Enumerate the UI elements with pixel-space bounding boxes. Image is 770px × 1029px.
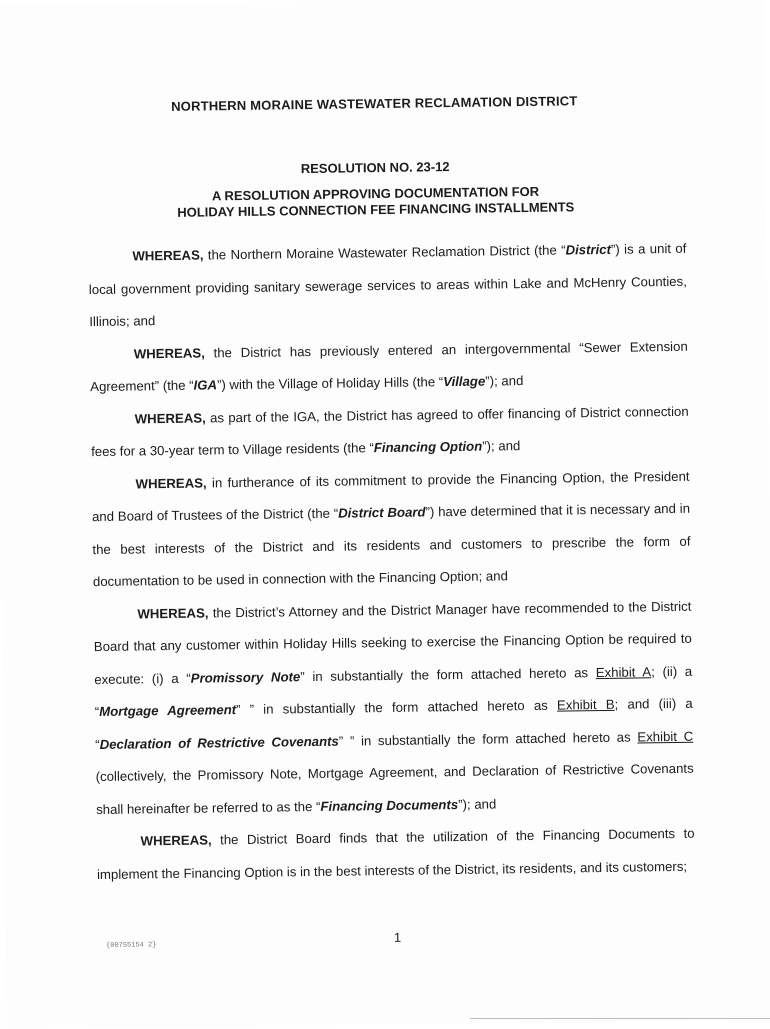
paragraph-text: the District’s Attorney and the District Manager have recommended to the District Board that any customer within Holiday Hills seeking to exercise the Financing Option be required to execute: (i) a “: [93, 598, 692, 687]
paragraph-text: ; (ii) a “: [94, 663, 693, 720]
paragraph-text: ”) have determined that it is necessary and in the best interests of the District and its residents and customers to prescribe the form of documentation to be used in connection with the Financing Option; and: [92, 500, 691, 590]
whereas-paragraph-6: [96, 818, 695, 891]
paragraph-text: as part of the IGA, the District has agreed to offer financing of District connection fees for a 30-year term to Village residents (the “: [91, 403, 689, 460]
paragraph-text: in furtherance of its commitment to provide the Financing Option, the President and Board of Trustees of the District (the “: [91, 468, 690, 525]
defined-term-promissory-note: Promissory Note: [190, 668, 301, 686]
paragraph-text: (collectively, the Promissory Note, Mortgage Agreement, and Declaration of Restrictive Covenants shall hereinafter be referred to as the “: [95, 760, 694, 817]
whereas-lead: WHEREAS,: [137, 604, 209, 621]
whereas-lead: WHEREAS,: [132, 247, 204, 264]
paragraph-text: ; and (iii) a “: [95, 695, 693, 752]
paragraph-text: the District Board finds that the utilization of the Financing Documents to implement the Financing Option is in the best interests of the District, its residents, and its customers;: [96, 825, 695, 882]
paragraph-text: ”) is a unit of local government providing sanitary sewerage services to areas within Lake and McHenry Counties, Illinois; and: [88, 240, 687, 330]
defined-term-mortgage-agreement: Mortgage Agreement: [99, 702, 237, 720]
resolution-number: RESOLUTION NO. 23-12: [300, 159, 450, 177]
whereas-lead: WHEREAS,: [135, 474, 207, 491]
defined-term-iga: IGA: [193, 377, 218, 393]
paragraph-text: ”); and: [458, 795, 497, 812]
defined-term-financing-documents: Financing Documents: [320, 796, 459, 814]
whereas-paragraph-5: [93, 590, 694, 826]
exhibit-a-reference: Exhibit A: [595, 663, 652, 680]
district-name-heading: NORTHERN MORAINE WASTEWATER RECLAMATION DISTRICT: [171, 93, 578, 114]
whereas-lead: WHEREAS,: [133, 345, 205, 361]
defined-term-declaration: Declaration of Restrictive Covenants: [99, 733, 339, 752]
defined-term-district-board: District Board: [338, 504, 426, 521]
paragraph-text: ”) with the Village of Holiday Hills (the “: [216, 374, 444, 393]
resolution-title-line-1: A RESOLUTION APPROVING DOCUMENTATION FOR: [211, 183, 540, 204]
whereas-paragraph-1: [88, 233, 687, 339]
whereas-paragraph-2: [90, 330, 689, 403]
scan-edge-line: [470, 1018, 770, 1019]
defined-term-financing-option: Financing Option: [373, 438, 483, 456]
paragraph-text: the District has previously entered an intergovernmental “Sewer Extension Agreement” (the “: [90, 338, 688, 395]
exhibit-b-reference: Exhibit B: [556, 696, 615, 713]
resolution-title: [135, 183, 615, 222]
whereas-paragraph-3: [90, 395, 689, 468]
defined-term-village: Village: [443, 373, 486, 390]
paragraph-text: the Northern Moraine Wastewater Reclamation District (the “: [203, 242, 566, 263]
paragraph-text: ”); and: [485, 373, 524, 389]
paragraph-text: ” ” in substantially the form attached hereto as: [235, 697, 558, 718]
paragraph-text: ”); and: [482, 438, 521, 454]
document-code: {00755154 2}: [105, 941, 157, 950]
whereas-lead: WHEREAS,: [140, 832, 212, 849]
page-number: 1: [393, 929, 402, 945]
resolution-body: [88, 233, 695, 891]
whereas-lead: WHEREAS,: [134, 409, 206, 426]
exhibit-c-reference: Exhibit C: [637, 728, 694, 744]
resolution-title-line-2: HOLIDAY HILLS CONNECTION FEE FINANCING INSTALLMENTS: [177, 199, 575, 220]
whereas-paragraph-4: [91, 460, 691, 598]
paragraph-text: ” ” in substantially the form attached hereto as: [338, 728, 638, 749]
paragraph-text: ” in substantially the form attached hereto as: [300, 664, 596, 684]
defined-term-district: District: [565, 241, 612, 258]
